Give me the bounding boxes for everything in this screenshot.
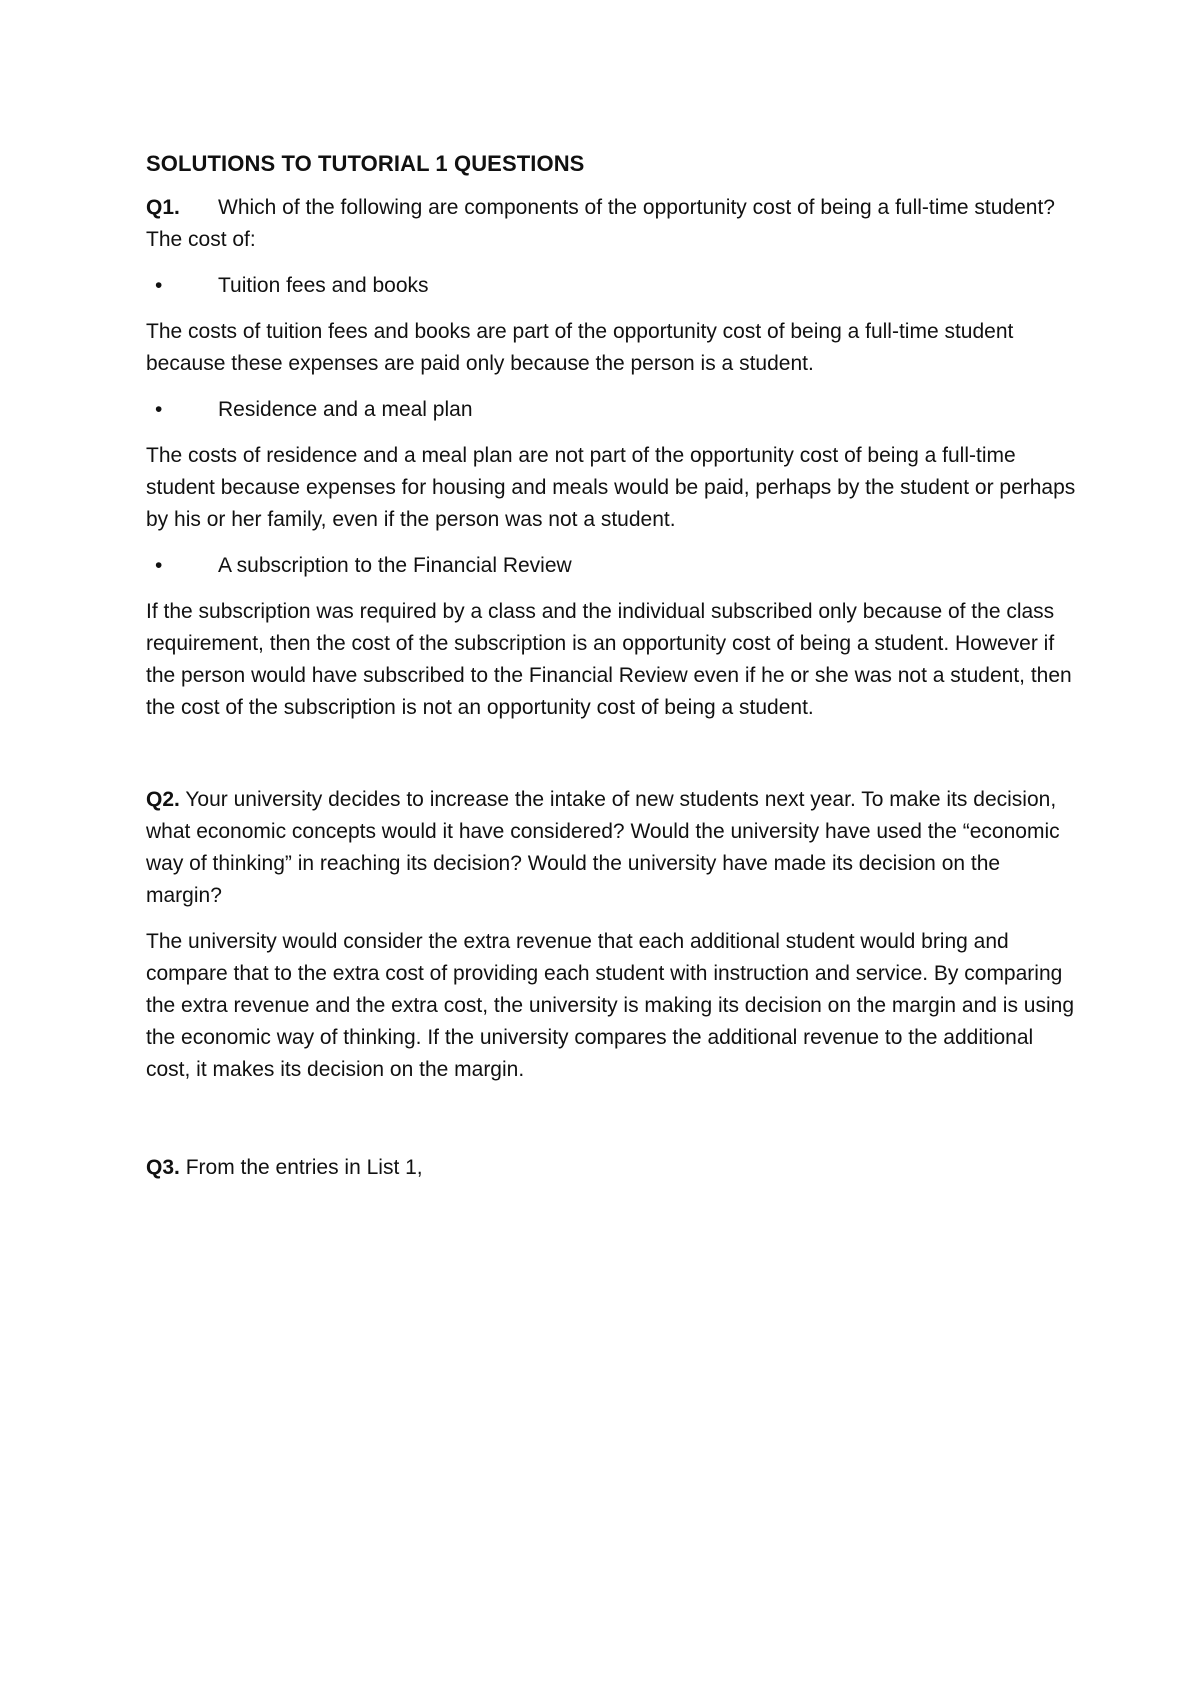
q1-item-1-text: Tuition fees and books <box>218 274 429 297</box>
q1-item-3-text: A subscription to the Financial Review <box>218 554 572 577</box>
spacer <box>146 738 1076 784</box>
q2-answer: The university would consider the extra revenue that each additional student would bring and compare that to the extra cost of providing each student with instruction and service. By comparing the extra revenue and the extra cost, the university is making its decision on the margin and is using the economic way of thinking. If the university compares the additional revenue to the additional cost, it makes its decision on the margin. <box>146 930 1074 1081</box>
q1-question <box>146 192 1076 256</box>
q3-label: Q3. <box>146 1156 180 1179</box>
q1-label: Q1. <box>146 196 180 219</box>
document-body <box>146 148 1076 1198</box>
q1-item-3 <box>146 550 1076 582</box>
q1-question-text: Which of the following are components of the opportunity cost of being a full-time student? The cost of: <box>146 196 1055 251</box>
q1-item-1 <box>146 270 1076 302</box>
q1-item-2-text: Residence and a meal plan <box>218 398 473 421</box>
bullet-icon: • <box>155 554 163 577</box>
document-title: SOLUTIONS TO TUTORIAL 1 QUESTIONS <box>146 151 585 176</box>
q2-label: Q2. <box>146 788 180 811</box>
q1-item-2 <box>146 394 1076 426</box>
q2-question-text: Your university decides to increase the intake of new students next year. To make its decision, what economic concepts would it have considered? Would the university have used the “economic way of thinking” in reaching its decision? Would the university have made its decision on the margin? <box>146 788 1060 907</box>
q3-question <box>146 1152 1076 1184</box>
q2-question <box>146 784 1076 912</box>
q3-question-text: From the entries in List 1, <box>185 1156 423 1179</box>
spacer <box>146 1100 1076 1152</box>
q1-item-1-answer: The costs of tuition fees and books are part of the opportunity cost of being a full-time student because these expenses are paid only because the person is a student. <box>146 320 1014 375</box>
bullet-icon: • <box>155 274 163 297</box>
q1-item-2-answer: The costs of residence and a meal plan are not part of the opportunity cost of being a full-time student because expenses for housing and meals would be paid, perhaps by the student or perhaps by his or her family, even if the person was not a student. <box>146 444 1076 531</box>
bullet-icon: • <box>155 398 163 421</box>
q1-item-3-answer: If the subscription was required by a class and the individual subscribed only because of the class requirement, then the cost of the subscription is an opportunity cost of being a student. However if the person would have subscribed to the Financial Review even if he or she was not a student, then the cost of the subscription is not an opportunity cost of being a student. <box>146 600 1072 719</box>
